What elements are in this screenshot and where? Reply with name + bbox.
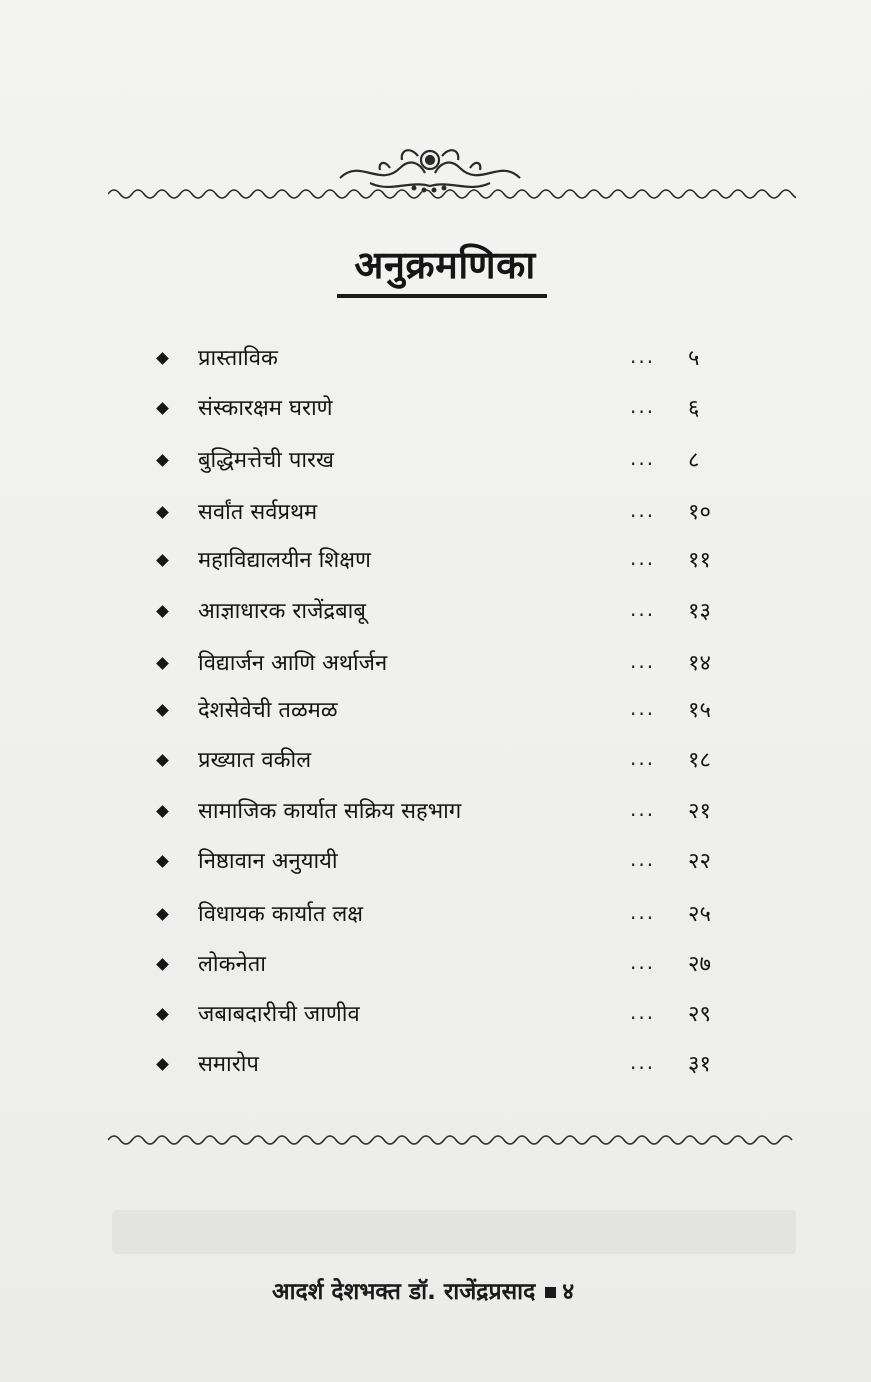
footer-page-number: ४ [562,1279,575,1305]
toc-entry-label: सर्वांत सर्वप्रथम [198,500,318,525]
toc-entry-label: आज्ञाधारक राजेंद्रबाबू [198,599,366,624]
toc-leader: ... [630,696,656,720]
toc-entry [158,946,758,982]
toc-entry-label: सामाजिक कार्यात सक्रिय सहभाग [198,799,462,824]
toc-leader: ... [630,797,656,821]
page-title: अनुक्रमणिका [354,243,536,287]
toc-leader: ... [630,344,656,368]
diamond-bullet-icon [156,402,169,415]
toc-entry [158,494,758,530]
toc-leader: ... [630,900,656,924]
toc-entry-label: लोकनेता [198,952,266,977]
toc-leader: ... [630,446,656,470]
diamond-bullet-icon [156,855,169,868]
toc-entry-page: २५ [688,902,711,927]
toc-entry-label: विधायक कार्यात लक्ष [198,902,364,927]
toc-entry-label: प्रख्यात वकील [198,748,312,773]
toc-entry [158,593,758,629]
diamond-bullet-icon [156,506,169,519]
diamond-bullet-icon [156,805,169,818]
diamond-bullet-icon [156,908,169,921]
diamond-bullet-icon [156,704,169,717]
toc-entry-label: जबाबदारीची जाणीव [198,1002,360,1027]
toc-entry [158,996,758,1032]
toc-entry-page: ६ [688,396,700,421]
toc-leader: ... [630,597,656,621]
toc-leader: ... [630,394,656,418]
diamond-bullet-icon [156,657,169,670]
toc-leader: ... [630,546,656,570]
toc-leader: ... [630,1050,656,1074]
toc-entry-label: संस्कारक्षम घराणे [198,396,333,421]
toc-leader: ... [630,847,656,871]
running-footer [272,1274,574,1306]
toc-leader: ... [630,950,656,974]
toc-entry-label: महाविद्यालयीन शिक्षण [198,548,371,573]
toc-entry [158,692,758,728]
toc-entry-page: २१ [688,799,711,824]
toc-entry-page: १३ [688,599,711,624]
toc-entry [158,843,758,879]
footer-shade-band [112,1210,796,1254]
toc-leader: ... [630,746,656,770]
toc-entry-page: १० [688,500,711,525]
toc-entry-page: २२ [688,849,711,874]
toc-entry [158,390,758,426]
square-separator-icon [545,1287,556,1298]
toc-entry [158,340,758,376]
toc-entry [158,742,758,778]
toc-entry-label: प्रास्ताविक [198,346,278,371]
toc-leader: ... [630,649,656,673]
diamond-bullet-icon [156,958,169,971]
toc-entry [158,645,758,681]
toc-entry-page: १८ [688,748,711,773]
diamond-bullet-icon [156,754,169,767]
diamond-bullet-icon [156,1008,169,1021]
toc-entry-label: देशसेवेची तळमळ [198,698,338,723]
diamond-bullet-icon [156,554,169,567]
toc-entry-label: बुद्धिमत्तेची पारख [198,448,335,473]
toc-entry-page: १५ [688,698,711,723]
toc-entry-page: ८ [688,448,700,473]
toc-entry-page: ११ [688,548,711,573]
toc-entry [158,896,758,932]
toc-entry-label: समारोप [198,1052,259,1077]
toc-entry [158,442,758,478]
diamond-bullet-icon [156,1058,169,1071]
toc-entry-page: २७ [688,952,711,977]
toc-entry-label: विद्यार्जन आणि अर्थार्जन [198,651,388,676]
wavy-divider-bottom [108,1132,796,1148]
toc-entry-label: निष्ठावान अनुयायी [198,849,338,874]
footer-book-title: आदर्श देशभक्त डॉ. राजेंद्रप्रसाद [272,1279,536,1305]
diamond-bullet-icon [156,605,169,618]
toc-entry-page: १४ [688,651,711,676]
toc-leader: ... [630,1000,656,1024]
toc-entry [158,1046,758,1082]
diamond-bullet-icon [156,454,169,467]
diamond-bullet-icon [156,352,169,365]
toc-entry-page: ३१ [688,1052,711,1077]
toc-entry-page: ५ [688,346,700,371]
toc-entry-page: २९ [688,1002,711,1027]
toc-leader: ... [630,498,656,522]
toc-entry [158,542,758,578]
toc-entry [158,793,758,829]
